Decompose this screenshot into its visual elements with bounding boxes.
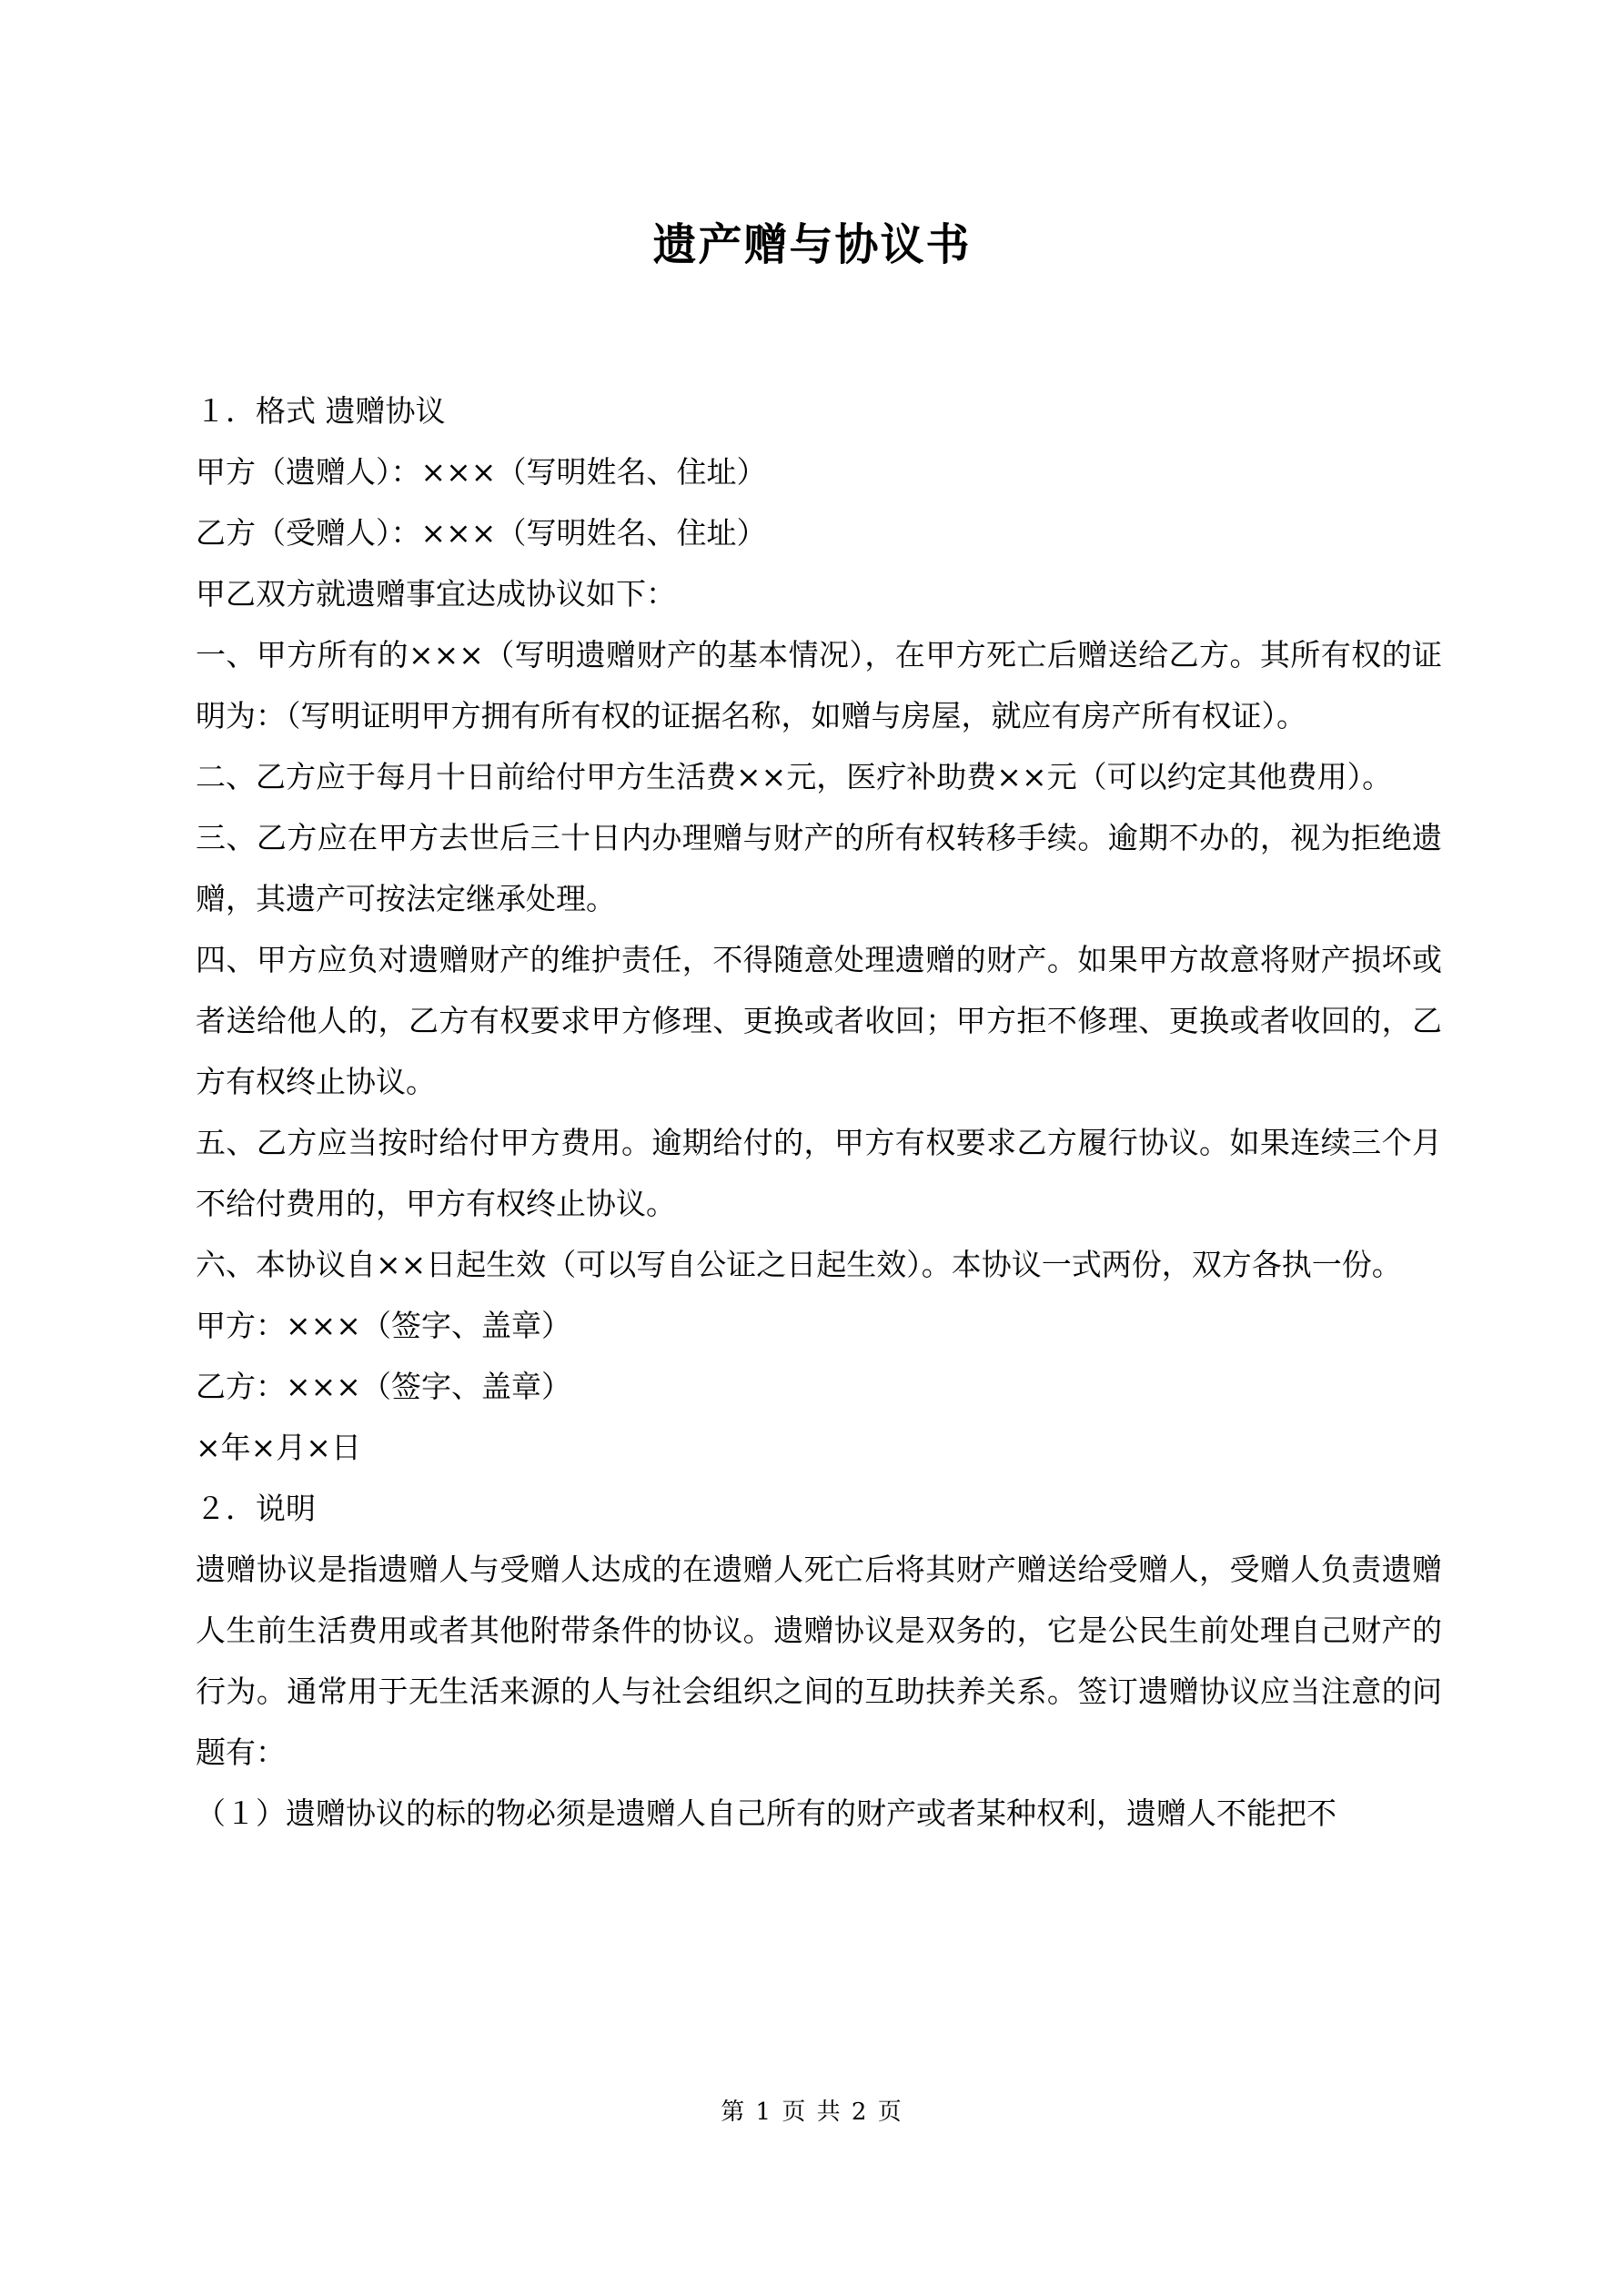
signing-date: ×年×月×日 [196,1430,361,1465]
clause-2: 二、乙方应于每月十日前给付甲方生活费××元，医疗补助费××元（可以约定其他费用）。 [196,759,1393,794]
agreement-intro: 甲乙双方就遗赠事宜达成协议如下： [196,576,676,612]
document-title: 遗产赠与协议书 [652,219,972,270]
document-body [196,380,1442,1844]
section-heading-format: １．格式 遗赠协议 [196,393,446,429]
clause-6: 六、本协议自××日起生效（可以写自公证之日起生效）。本协议一式两份，双方各执一份。 [196,1247,1402,1282]
clause-3: 三、乙方应在甲方去世后三十日内办理赠与财产的所有权转移手续。逾期不办的，视为拒绝遗赠，其遗产可按法定继承处理。 [196,820,1442,916]
party-b-line: 乙方（受赠人）：×××（写明姓名、住址） [196,515,767,551]
section-heading-notes: ２．说明 [196,1491,316,1526]
page-footer: 第 1 页 共 2 页 [721,2099,903,2126]
notes-paragraph: 遗赠协议是指遗赠人与受赠人达成的在遗赠人死亡后将其财产赠送给受赠人，受赠人负责遗赠人生前生活费用或者其他附带条件的协议。遗赠协议是双务的，它是公民生前处理自己财产的行为。通常用于无生活来源的人与社会组织之间的互助扶养关系。签订遗赠协议应当注意的问题有： [196,1552,1442,1770]
clause-5: 五、乙方应当按时给付甲方费用。逾期给付的，甲方有权要求乙方履行协议。如果连续三个月不给付费用的，甲方有权终止协议。 [196,1125,1442,1221]
party-a-line: 甲方（遗赠人）：×××（写明姓名、住址） [196,454,767,490]
clause-4: 四、甲方应负对遗赠财产的维护责任，不得随意处理遗赠的财产。如果甲方故意将财产损坏或者送给他人的，乙方有权要求甲方修理、更换或者收回；甲方拒不修理、更换或者收回的，乙方有权终止协议。 [196,942,1442,1099]
party-b-signature: 乙方：×××（签字、盖章） [196,1369,571,1404]
party-a-signature: 甲方：×××（签字、盖章） [196,1308,571,1343]
clause-1: 一、甲方所有的×××（写明遗赠财产的基本情况），在甲方死亡后赠送给乙方。其所有权的证明为：（写明证明甲方拥有所有权的证据名称，如赠与房屋，就应有房产所有权证）。 [196,637,1442,733]
notes-item-1: （１）遗赠协议的标的物必须是遗赠人自己所有的财产或者某种权利，遗赠人不能把不 [196,1795,1337,1831]
